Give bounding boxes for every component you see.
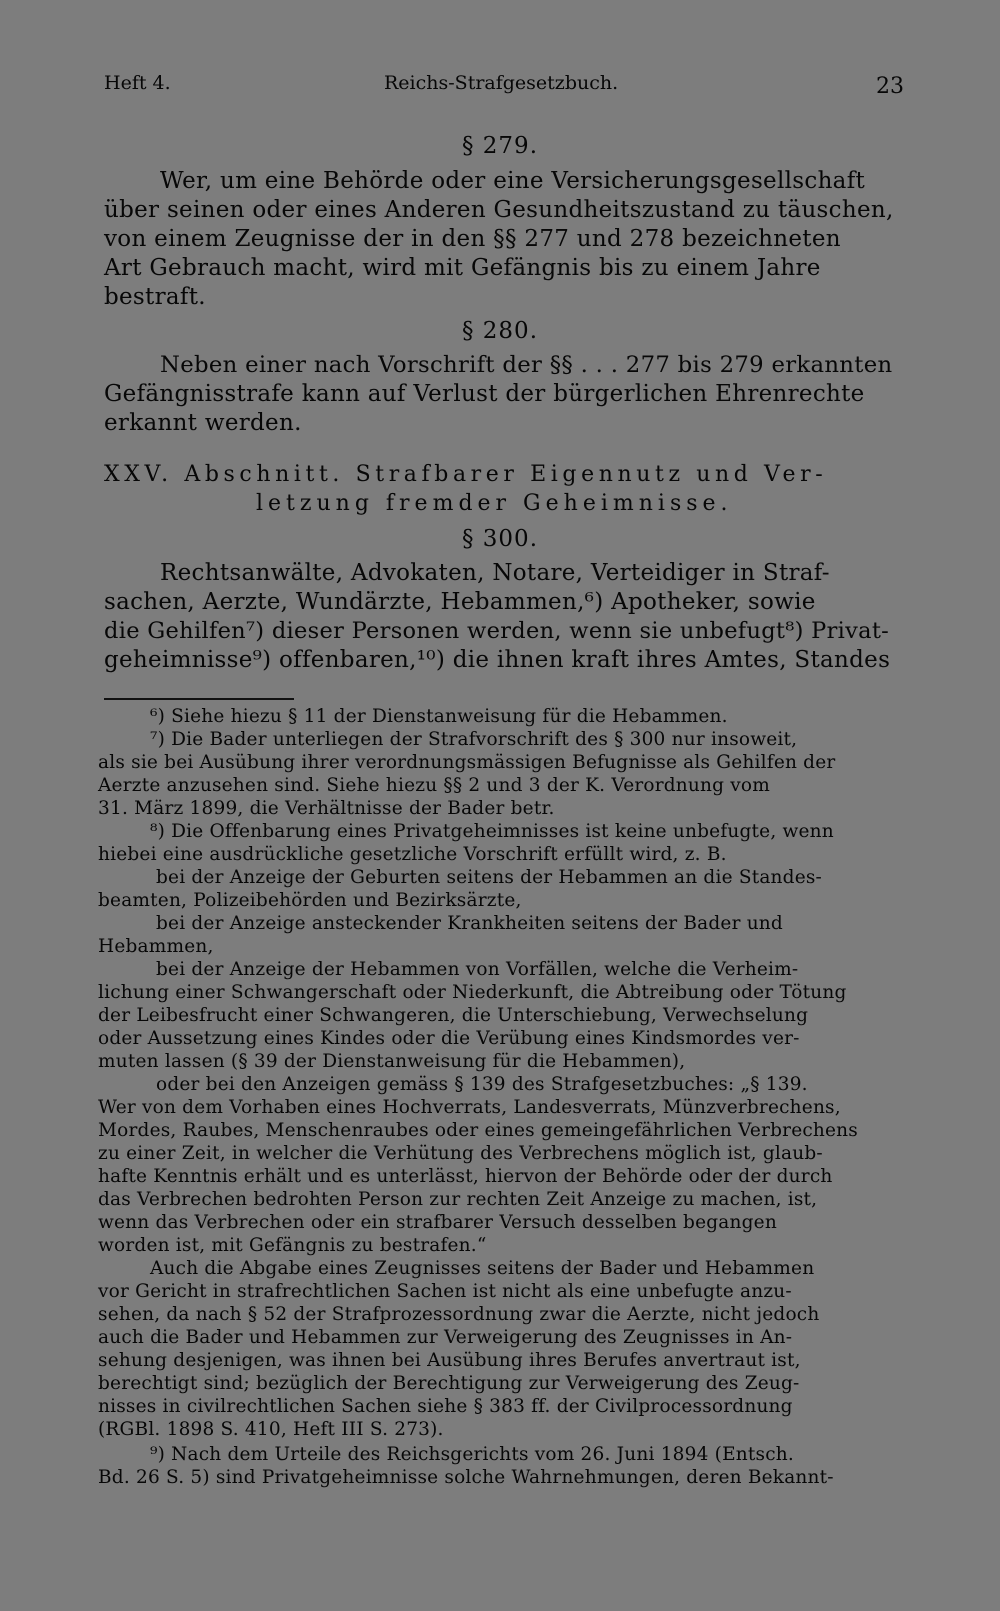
text-line: von einem Zeugnisse der in den §§ 277 und 278 bezeichneten <box>104 226 841 252</box>
footnote-line: das Verbrechen bedrohten Person zur rechten Zeit Anzeige zu machen, ist, <box>98 1189 818 1210</box>
footnote-line: beamten, Polizeibehörden und Bezirksärzte, <box>98 890 522 911</box>
text-line: bestraft. <box>104 284 206 310</box>
footnote-line: muten lassen (§ 39 der Dienstanweisung für die Hebammen), <box>98 1051 686 1072</box>
section-279-line <box>104 284 896 310</box>
footnote-separator <box>104 698 294 700</box>
chapter-heading-continued: letzung fremder Geheimnisse. <box>256 491 733 516</box>
footnote-line: nisses in civilrechtlichen Sachen siehe § 383 ff. der Civilprocessordnung <box>98 1396 793 1417</box>
footnote-line: hafte Kenntnis erhält und es unterlässt, hiervon der Behörde oder der durch <box>98 1166 833 1187</box>
text-line: Neben einer nach Vorschrift der §§ . . . 277 bis 279 erkannten <box>160 352 893 378</box>
footnote-line: oder Aussetzung eines Kindes oder die Verübung eines Kindsmordes ver- <box>98 1028 800 1049</box>
footnote-line: vor Gericht in strafrechtlichen Sachen ist nicht als eine unbefugte anzu- <box>98 1281 792 1302</box>
section-280-line <box>104 410 896 436</box>
text-line: erkannt werden. <box>104 410 302 436</box>
footnote-line: ⁶) Siehe hiezu § 11 der Dienstanweisung für die Hebammen. <box>150 706 728 727</box>
footnote-line: Bd. 26 S. 5) sind Privatgeheimnisse solche Wahrnehmungen, deren Bekannt- <box>98 1467 834 1488</box>
text-line: die Gehilfen⁷) dieser Personen werden, wenn sie unbefugt⁸) Privat- <box>104 618 890 644</box>
text-line: über seinen oder eines Anderen Gesundheitszustand zu täuschen, <box>104 197 894 223</box>
footnote-line: oder bei den Anzeigen gemäss § 139 des Strafgesetzbuches: „§ 139. <box>156 1074 808 1095</box>
footnote-line: worden ist, mit Gefängnis zu bestrafen.“ <box>98 1235 487 1256</box>
footnote-line: bei der Anzeige der Geburten seitens der Hebammen an die Standes- <box>156 867 823 888</box>
footnote-line: Auch die Abgabe eines Zeugnisses seitens der Bader und Hebammen <box>150 1258 815 1279</box>
text-line: sachen, Aerzte, Wundärzte, Hebammen,⁶) Apotheker, sowie <box>104 589 816 615</box>
footnote-line: (RGBl. 1898 S. 410, Heft III S. 273). <box>98 1419 444 1440</box>
section-280-line <box>160 352 896 378</box>
footnote-line: Hebammen, <box>98 936 214 957</box>
section-279-line <box>104 255 896 281</box>
footnote-line: der Leibesfrucht einer Schwangeren, die Unterschiebung, Verwechselung <box>98 1005 809 1026</box>
page-header <box>104 72 904 102</box>
footnote-line: ⁸) Die Offenbarung eines Privatgeheimnisses ist keine unbefugte, wenn <box>150 821 834 842</box>
header-title: Reichs-Strafgesetzbuch. <box>384 72 619 94</box>
text-line: Art Gebrauch macht, wird mit Gefängnis bis zu einem Jahre <box>104 255 821 281</box>
footnote-line: wenn das Verbrechen oder ein strafbarer Versuch desselben begangen <box>98 1212 777 1233</box>
footnote-line: 31. März 1899, die Verhältnisse der Bader betr. <box>98 798 555 819</box>
section-279-title: § 279. <box>461 133 539 159</box>
footnote-line: bei der Anzeige der Hebammen von Vorfällen, welche die Verheim- <box>156 959 799 980</box>
section-300-line <box>104 647 896 673</box>
section-279-line <box>104 197 896 223</box>
section-279-line <box>104 226 896 252</box>
footnote-line: bei der Anzeige ansteckender Krankheiten seitens der Bader und <box>156 913 783 934</box>
text-line: Gefängnisstrafe kann auf Verlust der bürgerlichen Ehrenrechte <box>104 381 865 407</box>
page-number: 23 <box>876 74 904 99</box>
section-280-title: § 280. <box>461 318 539 344</box>
footnote-line: Wer von dem Vorhaben eines Hochverrats, Landesverrats, Münzverbrechens, <box>98 1097 841 1118</box>
section-300-line <box>160 560 896 586</box>
footnote-line: berechtigt sind; bezüglich der Berechtigung zur Verweigerung des Zeug- <box>98 1373 800 1394</box>
text-line: Rechtsanwälte, Advokaten, Notare, Verteidiger in Straf- <box>160 560 830 586</box>
section-280-line <box>104 381 896 407</box>
footnote-line: auch die Bader und Hebammen zur Verweigerung des Zeugnisses in An- <box>98 1327 793 1348</box>
chapter-heading: XXV. Abschnitt. Strafbarer Eigennutz und Ver- <box>104 462 828 487</box>
footnote-line: sehung desjenigen, was ihnen bei Ausübung ihres Berufes anvertraut ist, <box>98 1350 801 1371</box>
footnote-line: Mordes, Raubes, Menschenraubes oder eines gemeingefährlichen Verbrechens <box>98 1120 858 1141</box>
footnote-line: als sie bei Ausübung ihrer verordnungsmässigen Befugnisse als Gehilfen der <box>98 752 836 773</box>
text-line: geheimnisse⁹) offenbaren,¹⁰) die ihnen kraft ihres Amtes, Standes <box>104 647 891 673</box>
section-300-title: § 300. <box>461 526 539 552</box>
header-issue: Heft 4. <box>104 72 171 94</box>
footnote-line: ⁷) Die Bader unterliegen der Strafvorschrift des § 300 nur insoweit, <box>150 729 798 750</box>
section-300-line <box>104 618 896 644</box>
footnote-line: hiebei eine ausdrückliche gesetzliche Vorschrift erfüllt wird, z. B. <box>98 844 727 865</box>
section-279-line <box>160 168 896 194</box>
footnote-line: zu einer Zeit, in welcher die Verhütung des Verbrechens möglich ist, glaub- <box>98 1143 823 1164</box>
footnote-line: Aerzte anzusehen sind. Siehe hiezu §§ 2 und 3 der K. Verordnung vom <box>98 775 771 796</box>
text-line: Wer, um eine Behörde oder eine Versicherungsgesellschaft <box>160 168 866 194</box>
footnote-line: ⁹) Nach dem Urteile des Reichsgerichts vom 26. Juni 1894 (Entsch. <box>150 1444 794 1465</box>
footnote-line: sehen, da nach § 52 der Strafprozessordnung zwar die Aerzte, nicht jedoch <box>98 1304 820 1325</box>
footnote-line: lichung einer Schwangerschaft oder Niederkunft, die Abtreibung oder Tötung <box>98 982 847 1003</box>
section-300-line <box>104 589 896 615</box>
